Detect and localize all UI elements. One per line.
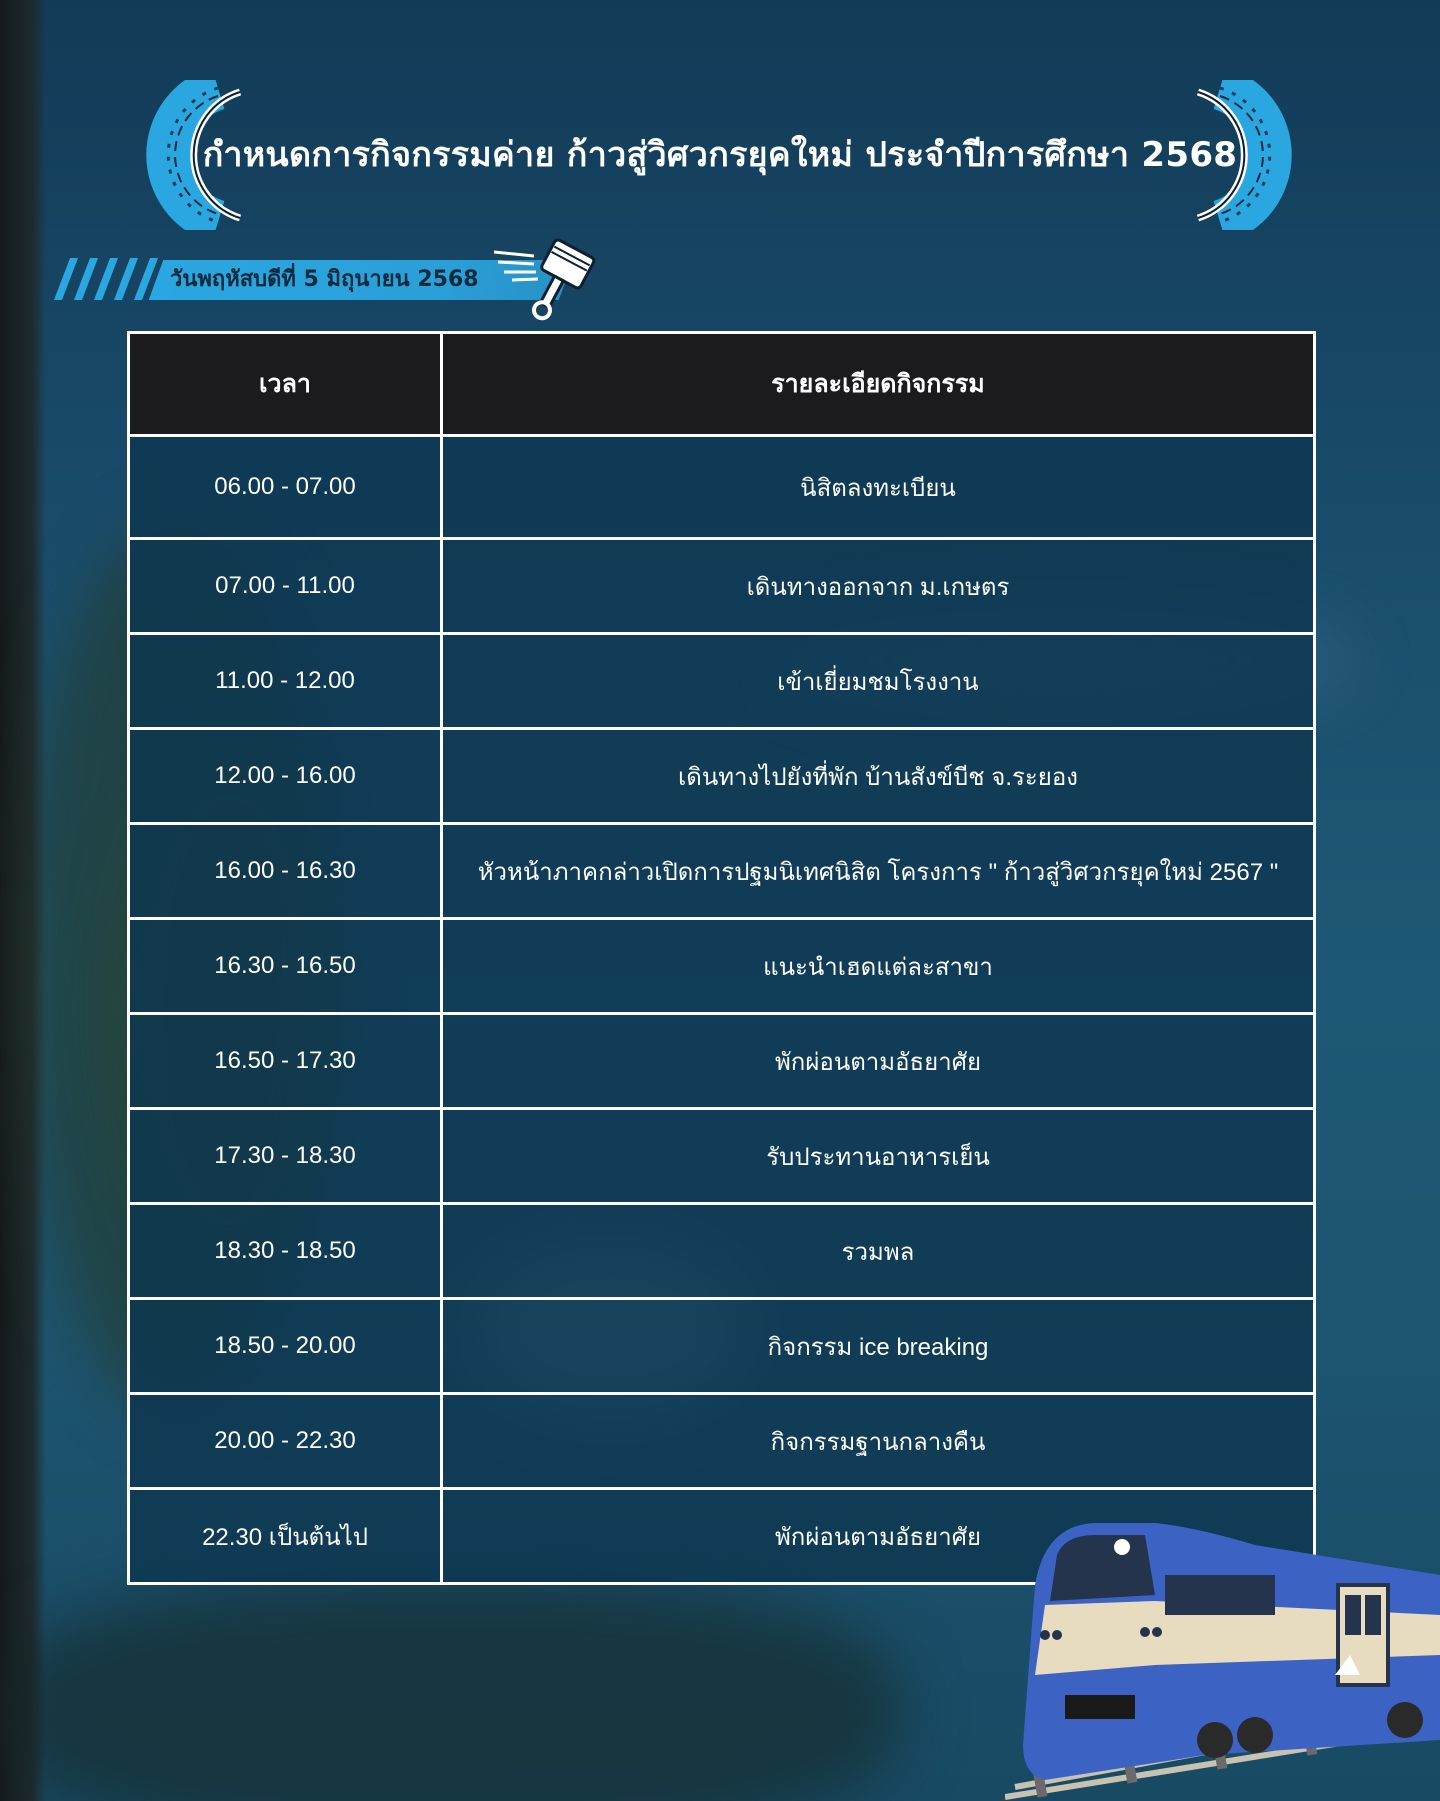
row-time: 16.50 - 17.30 (129, 1014, 442, 1109)
table-row (129, 1299, 1315, 1394)
row-detail: รับประทานอาหารเย็น (442, 1109, 1315, 1204)
page-title: กำหนดการกิจกรรมค่าย ก้าวสู่วิศวกรยุคใหม่ ประจำปีการศึกษา 2568 (202, 135, 1238, 175)
row-detail: รวมพล (442, 1204, 1315, 1299)
date-label: วันพฤหัสบดีที่ 5 มิถุนายน 2568 (170, 267, 479, 292)
background-ground (0, 1580, 900, 1801)
row-detail: กิจกรรม ice breaking (442, 1299, 1315, 1394)
row-detail: แนะนำเฮดแต่ละสาขา (442, 919, 1315, 1014)
row-detail: กิจกรรมฐานกลางคืน (442, 1394, 1315, 1489)
table-row (129, 1109, 1315, 1204)
row-detail: เข้าเยี่ยมชมโรงงาน (442, 634, 1315, 729)
row-time: 16.30 - 16.50 (129, 919, 442, 1014)
header-detail: รายละเอียดกิจกรรม (442, 333, 1315, 436)
table-row (129, 1014, 1315, 1109)
train-icon (1005, 1505, 1440, 1801)
table-row (129, 919, 1315, 1014)
row-time: 11.00 - 12.00 (129, 634, 442, 729)
row-detail: พักผ่อนตามอัธยาศัย (442, 1489, 1315, 1584)
table-row (129, 436, 1315, 539)
table-row (129, 824, 1315, 919)
row-time: 18.50 - 20.00 (129, 1299, 442, 1394)
row-time: 12.00 - 16.00 (129, 729, 442, 824)
row-time: 07.00 - 11.00 (129, 539, 442, 634)
table-row (129, 729, 1315, 824)
row-detail: พักผ่อนตามอัธยาศัย (442, 1014, 1315, 1109)
table-row (129, 539, 1315, 634)
row-detail: หัวหน้าภาคกล่าวเปิดการปฐมนิเทศนิสิต โครงการ " ก้าวสู่วิศวกรยุคใหม่ 2567 " (442, 824, 1315, 919)
table-row (129, 634, 1315, 729)
row-time: 16.00 - 16.30 (129, 824, 442, 919)
row-detail: เดินทางออกจาก ม.เกษตร (442, 539, 1315, 634)
row-time: 17.30 - 18.30 (129, 1109, 442, 1204)
row-time: 06.00 - 07.00 (129, 436, 442, 539)
table-row (129, 1394, 1315, 1489)
table-row (129, 1204, 1315, 1299)
row-detail: เดินทางไปยังที่พัก บ้านสังข์บีช จ.ระยอง (442, 729, 1315, 824)
banner-stripes-icon (44, 258, 164, 300)
piston-icon (490, 230, 600, 325)
header-time: เวลา (129, 333, 442, 436)
row-detail: นิสิตลงทะเบียน (442, 436, 1315, 539)
row-time: 22.30 เป็นต้นไป (129, 1489, 442, 1584)
row-time: 20.00 - 22.30 (129, 1394, 442, 1489)
schedule-table (127, 331, 1316, 1585)
row-time: 18.30 - 18.50 (129, 1204, 442, 1299)
table-header-row (129, 333, 1315, 436)
